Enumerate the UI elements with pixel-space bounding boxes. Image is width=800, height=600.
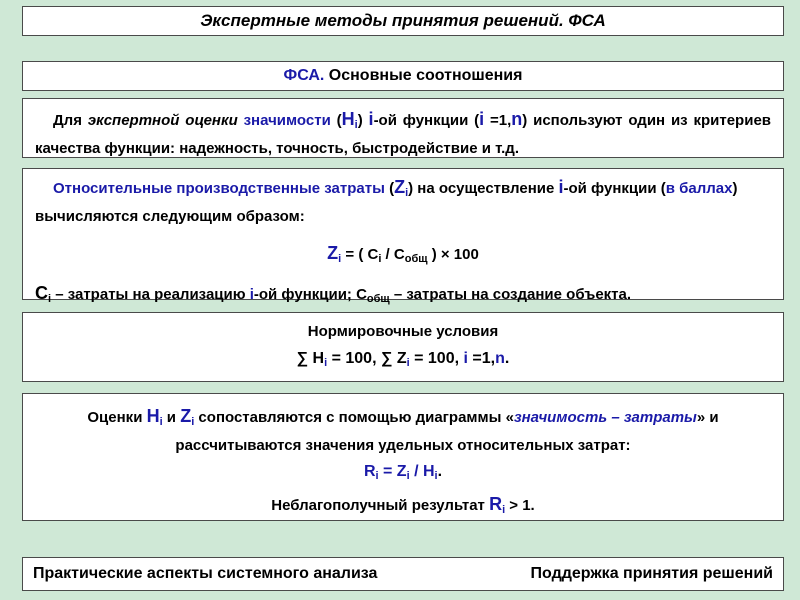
text: ) на осуществление — [408, 180, 559, 197]
text: Неблагополучный результат — [271, 497, 490, 514]
text: = 100, ∑ Z — [327, 350, 407, 367]
text: =1, — [467, 350, 496, 367]
text: Оценки — [87, 409, 147, 426]
text: – затраты на реализацию — [51, 286, 250, 303]
text: значимости — [237, 112, 331, 129]
text: ) — [357, 112, 369, 129]
text: i — [159, 416, 163, 428]
text: значимость – затраты — [513, 409, 697, 426]
bad-result — [35, 490, 771, 524]
text: R — [489, 494, 503, 514]
comparison-block — [22, 393, 784, 521]
text: ) вычисляются следующим образом: — [35, 180, 738, 225]
text: > 1. — [505, 497, 535, 514]
cost-definitions — [35, 281, 771, 311]
text: i — [48, 293, 52, 305]
text: C — [35, 283, 48, 303]
costs-block — [22, 168, 784, 305]
subtitle-rest: Основные соотношения — [324, 67, 523, 84]
normalization-block — [22, 312, 784, 382]
symbol-index: i — [368, 109, 374, 129]
normalization-title: Нормировочные условия — [307, 323, 499, 340]
text: Z — [327, 243, 339, 263]
comparison-text — [35, 404, 771, 458]
text: общ — [404, 253, 428, 265]
text: ) используют один из критериев качества функции: надежность, точность, быстродействие и т.д. — [35, 112, 772, 157]
footer-bar — [22, 557, 784, 591]
text: Относительные производственные затраты — [53, 180, 385, 197]
subtitle-prefix: ФСА. — [283, 67, 325, 84]
text: . — [437, 463, 443, 480]
text: i — [191, 416, 195, 428]
text: i — [406, 470, 410, 482]
significance-text — [35, 107, 771, 161]
text: -ой функции ( — [373, 112, 480, 129]
costs-text — [35, 175, 771, 229]
text: общ — [366, 293, 390, 305]
symbol-index: i — [479, 109, 485, 129]
text: = Z — [378, 463, 407, 480]
text: экспертной оценки — [87, 112, 238, 129]
text: i — [502, 504, 506, 516]
text: -ой функции; C — [253, 286, 367, 303]
text: i — [375, 470, 379, 482]
text: i — [378, 253, 382, 265]
symbol-n: n — [511, 109, 523, 129]
cost-formula — [35, 241, 771, 271]
text: ) × 100 — [427, 246, 479, 263]
text: Z — [180, 406, 192, 426]
footer-left: Практические аспекты системного анализа — [33, 565, 378, 582]
text: = ( C — [341, 246, 379, 263]
text: ( — [330, 112, 342, 129]
text: i — [463, 350, 468, 367]
text: и — [162, 409, 181, 426]
text: i — [324, 357, 328, 369]
text: H — [146, 406, 160, 426]
text: / H — [409, 463, 435, 480]
text: R — [363, 463, 376, 480]
text: =1, — [484, 112, 512, 129]
text: » и рассчитываются значения удельных относительных затрат: — [175, 409, 719, 454]
symbol-index: i — [558, 177, 564, 197]
text: сопоставляются с помощью диаграммы « — [194, 409, 514, 426]
text: – затраты на создание объекта. — [389, 286, 632, 303]
text: -ой функции ( — [563, 180, 666, 197]
text: = 100, — [409, 350, 464, 367]
symbol-index: i — [354, 119, 358, 131]
slide-title-text: Экспертные методы принятия решений. ФСА — [200, 11, 606, 30]
normalization-formula — [35, 345, 771, 377]
text: i — [249, 286, 254, 303]
symbol-z: Z — [394, 177, 406, 197]
ratio-formula — [35, 458, 771, 490]
text: i — [338, 253, 342, 265]
symbol-index: i — [405, 187, 409, 199]
significance-block — [22, 98, 784, 158]
text: ∑ H — [296, 350, 325, 367]
text: i — [406, 357, 410, 369]
text: Для — [53, 112, 88, 129]
footer-right: Поддержка принятия решений — [530, 565, 773, 582]
section-subtitle — [22, 61, 784, 91]
text: ( — [384, 180, 395, 197]
text: i — [434, 470, 438, 482]
text: / C — [381, 246, 405, 263]
symbol-h: H — [341, 109, 355, 129]
slide-title — [22, 6, 784, 36]
text: в баллах — [665, 180, 733, 197]
text: . — [504, 350, 510, 367]
text: n — [495, 350, 505, 367]
